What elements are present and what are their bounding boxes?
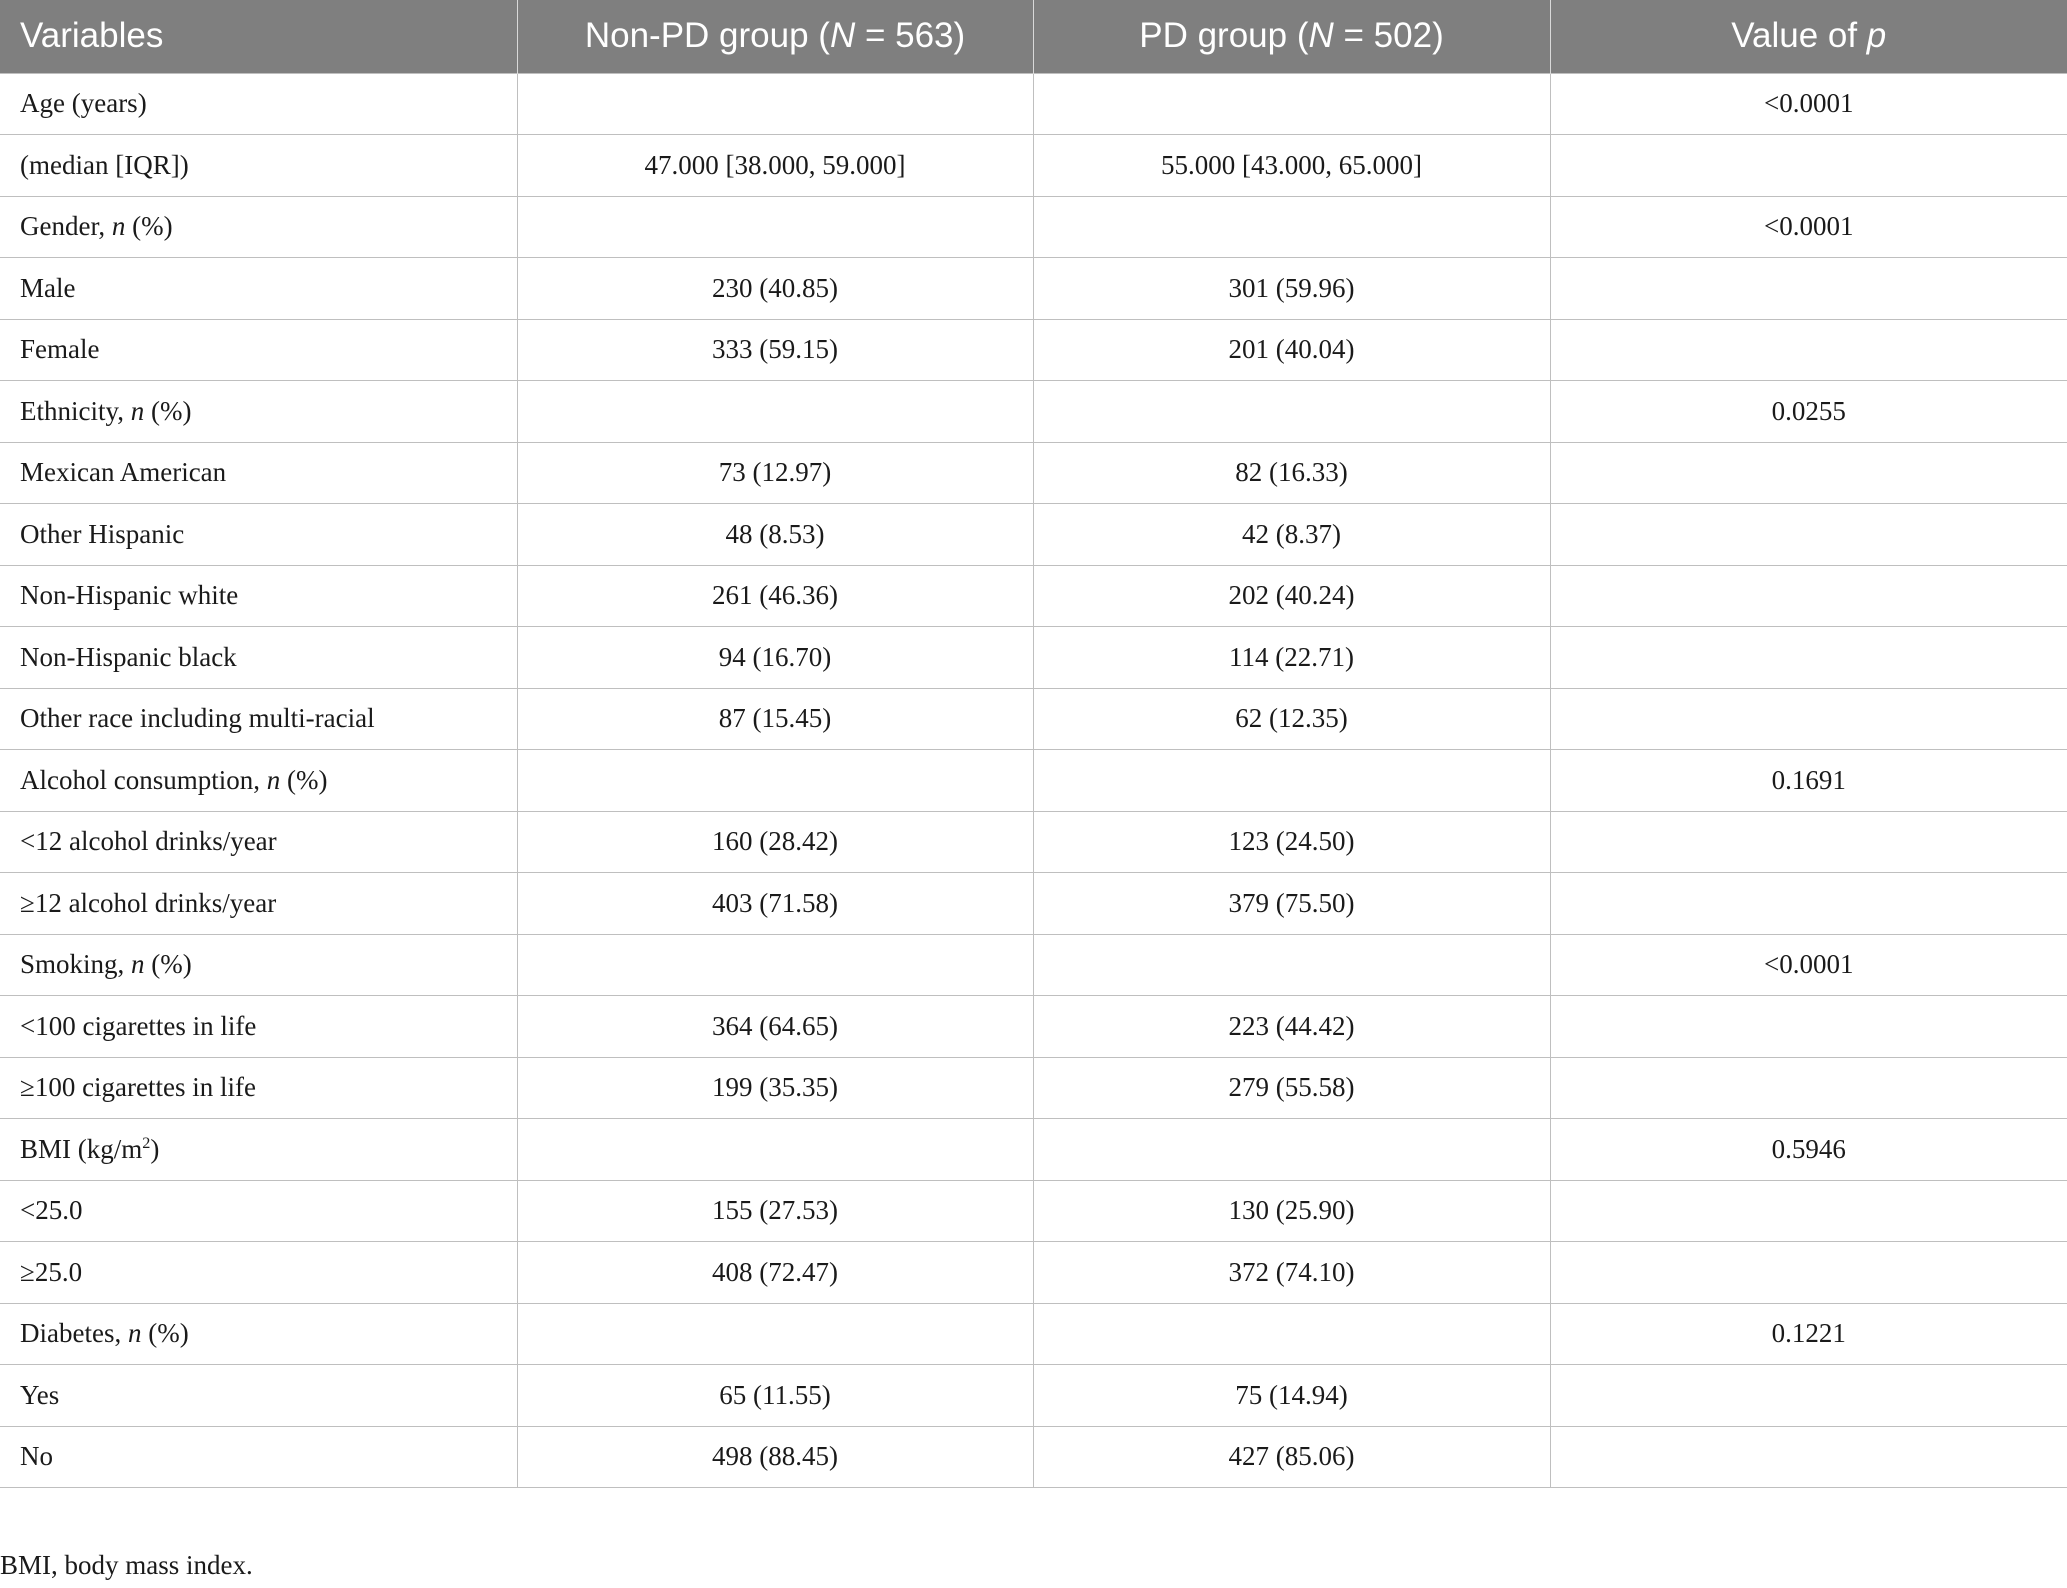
row-label: ≥25.0 [0, 1242, 517, 1304]
table-row [0, 1180, 2067, 1242]
cell-non-pd-value: 160 (28.42) [517, 811, 1033, 873]
row-label: Age (years) [0, 73, 517, 135]
cell-pd-value [1033, 1119, 1550, 1181]
cell-p-value [1550, 565, 2067, 627]
cell-pd-value [1033, 196, 1550, 258]
cell-pd-value: 223 (44.42) [1033, 996, 1550, 1058]
table-row [0, 996, 2067, 1058]
cell-non-pd-value [517, 196, 1033, 258]
table-footnote: BMI, body mass index. [0, 1550, 253, 1580]
cell-pd-value: 372 (74.10) [1033, 1242, 1550, 1304]
table-row [0, 73, 2067, 135]
row-label: Mexican American [0, 442, 517, 504]
cell-p-value: 0.1691 [1550, 750, 2067, 812]
row-label: <25.0 [0, 1180, 517, 1242]
cell-p-value: <0.0001 [1550, 196, 2067, 258]
row-label: BMI $(kg/m^2)$ [0, 1119, 517, 1181]
cell-non-pd-value [517, 73, 1033, 135]
cell-pd-value [1033, 73, 1550, 135]
cell-pd-value: 82 (16.33) [1033, 442, 1550, 504]
table-row [0, 381, 2067, 443]
cell-non-pd-value [517, 934, 1033, 996]
cell-p-value [1550, 135, 2067, 197]
cell-p-value [1550, 1426, 2067, 1488]
row-label: Other Hispanic [0, 504, 517, 566]
cell-p-value: 0.5946 [1550, 1119, 2067, 1181]
cell-p-value [1550, 442, 2067, 504]
table-row [0, 627, 2067, 689]
cell-pd-value: 379 (75.50) [1033, 873, 1550, 935]
row-label: Male [0, 258, 517, 320]
cell-non-pd-value: 65 (11.55) [517, 1365, 1033, 1427]
cell-non-pd-value [517, 750, 1033, 812]
cell-non-pd-value [517, 381, 1033, 443]
header-pd-group: PD group (N = 502) [1033, 0, 1550, 73]
cell-non-pd-value: 364 (64.65) [517, 996, 1033, 1058]
cell-p-value: 0.0255 [1550, 381, 2067, 443]
cell-p-value: 0.1221 [1550, 1303, 2067, 1365]
table-row [0, 873, 2067, 935]
header-p-value: Value of p [1550, 0, 2067, 73]
table-row [0, 934, 2067, 996]
cell-p-value [1550, 1180, 2067, 1242]
table-row [0, 1242, 2067, 1304]
cell-pd-value [1033, 381, 1550, 443]
cell-non-pd-value: 94 (16.70) [517, 627, 1033, 689]
table-row [0, 135, 2067, 197]
cell-non-pd-value: 403 (71.58) [517, 873, 1033, 935]
cell-non-pd-value: 408 (72.47) [517, 1242, 1033, 1304]
table-row [0, 688, 2067, 750]
row-label: Ethnicity, n (%) [0, 381, 517, 443]
cell-p-value [1550, 319, 2067, 381]
row-label: Alcohol consumption, n (%) [0, 750, 517, 812]
cell-p-value [1550, 996, 2067, 1058]
cell-non-pd-value [517, 1119, 1033, 1181]
cell-p-value [1550, 627, 2067, 689]
row-label: Non-Hispanic black [0, 627, 517, 689]
row-label: (median [IQR]) [0, 135, 517, 197]
cell-pd-value: 123 (24.50) [1033, 811, 1550, 873]
row-label: Other race including multi-racial [0, 688, 517, 750]
row-label: ≥12 alcohol drinks/year [0, 873, 517, 935]
cell-non-pd-value: 261 (46.36) [517, 565, 1033, 627]
row-label: Non-Hispanic white [0, 565, 517, 627]
table-row [0, 1119, 2067, 1181]
table-row [0, 1303, 2067, 1365]
cell-p-value [1550, 1365, 2067, 1427]
cell-pd-value [1033, 750, 1550, 812]
table-row [0, 319, 2067, 381]
cell-pd-value: 75 (14.94) [1033, 1365, 1550, 1427]
cell-p-value [1550, 1242, 2067, 1304]
table-row [0, 1365, 2067, 1427]
header-variables: Variables [0, 0, 517, 73]
cell-non-pd-value [517, 1303, 1033, 1365]
table-row [0, 1057, 2067, 1119]
row-label: Female [0, 319, 517, 381]
cell-p-value [1550, 688, 2067, 750]
row-label: Gender, n (%) [0, 196, 517, 258]
table-row [0, 504, 2067, 566]
row-label: <12 alcohol drinks/year [0, 811, 517, 873]
cell-pd-value: 114 (22.71) [1033, 627, 1550, 689]
cell-pd-value: 279 (55.58) [1033, 1057, 1550, 1119]
row-label: ≥100 cigarettes in life [0, 1057, 517, 1119]
cell-non-pd-value: 498 (88.45) [517, 1426, 1033, 1488]
cell-pd-value: 202 (40.24) [1033, 565, 1550, 627]
cell-p-value [1550, 258, 2067, 320]
cell-pd-value: 201 (40.04) [1033, 319, 1550, 381]
cell-non-pd-value: 73 (12.97) [517, 442, 1033, 504]
cell-non-pd-value: 48 (8.53) [517, 504, 1033, 566]
table-row [0, 442, 2067, 504]
cell-pd-value [1033, 934, 1550, 996]
cell-p-value: <0.0001 [1550, 73, 2067, 135]
cell-p-value [1550, 811, 2067, 873]
cell-pd-value [1033, 1303, 1550, 1365]
cell-p-value [1550, 504, 2067, 566]
cell-pd-value: 427 (85.06) [1033, 1426, 1550, 1488]
cell-p-value [1550, 873, 2067, 935]
cell-non-pd-value: 47.000 [38.000, 59.000] [517, 135, 1033, 197]
row-label: Yes [0, 1365, 517, 1427]
table-row [0, 1426, 2067, 1488]
cell-pd-value: 130 (25.90) [1033, 1180, 1550, 1242]
cell-pd-value: 62 (12.35) [1033, 688, 1550, 750]
table-row [0, 811, 2067, 873]
cell-pd-value: 42 (8.37) [1033, 504, 1550, 566]
cell-non-pd-value: 199 (35.35) [517, 1057, 1033, 1119]
table-body [0, 73, 2067, 1488]
table-row [0, 196, 2067, 258]
table-header-row [0, 0, 2067, 73]
row-label: Diabetes, n (%) [0, 1303, 517, 1365]
header-non-pd-group: Non-PD group (N = 563) [517, 0, 1033, 73]
row-label: Smoking, n (%) [0, 934, 517, 996]
table-row [0, 565, 2067, 627]
cell-non-pd-value: 333 (59.15) [517, 319, 1033, 381]
row-label: <100 cigarettes in life [0, 996, 517, 1058]
row-label: No [0, 1426, 517, 1488]
cell-p-value [1550, 1057, 2067, 1119]
cell-non-pd-value: 87 (15.45) [517, 688, 1033, 750]
cell-p-value: <0.0001 [1550, 934, 2067, 996]
cell-pd-value: 55.000 [43.000, 65.000] [1033, 135, 1550, 197]
cell-pd-value: 301 (59.96) [1033, 258, 1550, 320]
table-row [0, 258, 2067, 320]
table-row [0, 750, 2067, 812]
cell-non-pd-value: 230 (40.85) [517, 258, 1033, 320]
cell-non-pd-value: 155 (27.53) [517, 1180, 1033, 1242]
